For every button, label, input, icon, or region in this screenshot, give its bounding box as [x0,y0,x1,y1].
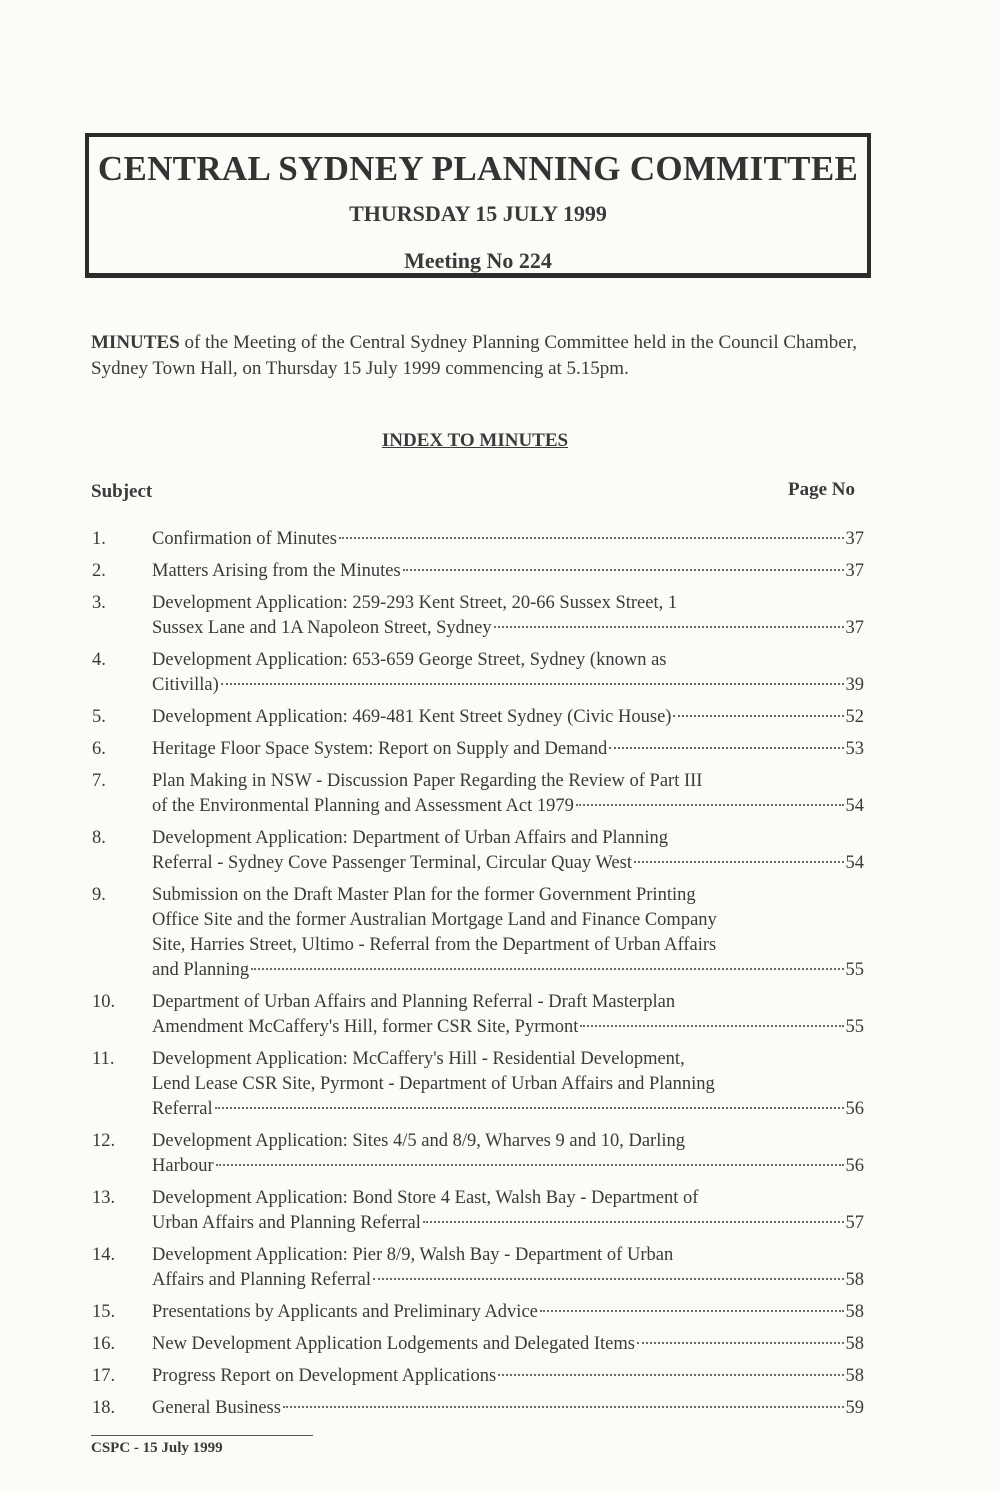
entry-number: 10. [92,992,116,1012]
entry-page-number: 58 [845,1302,864,1322]
dot-leader [637,1341,844,1344]
entry-line [152,559,864,584]
entry-text: Progress Report on Development Applications [152,1366,497,1386]
entry-subject [152,1047,864,1122]
entry-line [152,1300,864,1325]
entry-text: Heritage Floor Space System: Report on Supply and Demand [152,739,608,759]
entry-line [152,1396,864,1421]
entry-page-number: 37 [845,618,864,638]
footer-rule [91,1435,313,1436]
entry-number: 11. [92,1049,115,1069]
intro-text: of the Meeting of the Central Sydney Planning Committee held in the Council Chamber, Sydney Town Hall, on Thursday 15 July 1999 commencing at 5.15pm. [91,332,857,379]
entry-subject [152,737,864,762]
dot-leader [609,746,843,749]
entry-line: Plan Making in NSW - Discussion Paper Regarding the Review of Part III [152,771,703,791]
entry-line: Development Application: Pier 8/9, Walsh Bay - Department of Urban [152,1245,674,1265]
entry-subject [152,1243,864,1293]
entry-number: 6. [92,739,106,759]
entry-line: Office Site and the former Australian Mortgage Land and Finance Company [152,910,717,930]
entry-subject [152,1332,864,1357]
entry-line: Development Application: McCaffery's Hill - Residential Development, [152,1049,685,1069]
meeting-date: THURSDAY 15 JULY 1999 [349,201,607,226]
entry-line: Development Application: 653-659 George Street, Sydney (known as [152,650,667,670]
entry-subject [152,1396,864,1421]
entry-line [152,1015,864,1040]
entry-text: of the Environmental Planning and Assessment Act 1979 [152,796,574,816]
dot-leader [283,1405,844,1408]
entry-line: Department of Urban Affairs and Planning Referral - Draft Masterplan [152,992,676,1012]
dot-leader [540,1309,844,1312]
subject-column-header: Subject [91,481,153,502]
entry-line: Lend Lease CSR Site, Pyrmont - Department of Urban Affairs and Planning [152,1074,715,1094]
entry-number: 9. [92,885,106,905]
dot-leader [423,1220,844,1223]
entry-page-number: 56 [845,1156,864,1176]
entry-line [152,851,864,876]
entry-subject [152,769,864,819]
entry-text: Urban Affairs and Planning Referral [152,1213,421,1233]
entry-number: 16. [92,1334,116,1354]
entry-line: Development Application: Department of Urban Affairs and Planning [152,828,668,848]
entry-number: 3. [92,593,106,613]
entry-line: Site, Harries Street, Ultimo - Referral from the Department of Urban Affairs [152,935,717,955]
entry-subject [152,527,864,552]
entry-text: Confirmation of Minutes [152,529,337,549]
entry-text: Matters Arising from the Minutes [152,561,401,581]
entry-line: Development Application: 259-293 Kent Street, 20-66 Sussex Street, 1 [152,593,678,613]
entry-line: Development Application: Bond Store 4 East, Walsh Bay - Department of [152,1188,699,1208]
entry-line [152,1332,864,1357]
entry-number: 1. [92,529,106,549]
meeting-number: Meeting No 224 [404,248,552,273]
entry-number: 13. [92,1188,116,1208]
dot-leader [339,536,844,539]
entry-text: Referral [152,1099,213,1119]
entry-line: Development Application: Sites 4/5 and 8/9, Wharves 9 and 10, Darling [152,1131,685,1151]
entry-page-number: 54 [845,853,864,873]
entry-text: Presentations by Applicants and Preliminary Advice [152,1302,538,1322]
entry-page-number: 56 [845,1099,864,1119]
entry-text: New Development Application Lodgements and Delegated Items [152,1334,635,1354]
entry-text: Referral - Sydney Cove Passenger Terminal, Circular Quay West [152,853,632,873]
entry-subject [152,1129,864,1179]
entry-subject [152,883,864,983]
entry-number: 18. [92,1398,116,1418]
entry-page-number: 57 [845,1213,864,1233]
entry-page-number: 54 [845,796,864,816]
entry-text: General Business [152,1398,281,1418]
entry-line [152,673,864,698]
entry-number: 17. [92,1366,116,1386]
dot-leader [373,1277,843,1280]
dot-leader [215,1106,844,1109]
entry-text: Amendment McCaffery's Hill, former CSR Site, Pyrmont [152,1017,579,1037]
committee-title: CENTRAL SYDNEY PLANNING COMMITTEE [97,149,859,188]
entry-subject [152,1186,864,1236]
entry-subject [152,1364,864,1389]
entry-text: Sussex Lane and 1A Napoleon Street, Sydney [152,618,492,638]
entry-page-number: 52 [845,707,864,727]
entry-text: Affairs and Planning Referral [152,1270,372,1290]
entry-line [152,527,864,552]
entry-subject [152,648,864,698]
entry-page-number: 58 [845,1270,864,1290]
entry-line [152,958,864,983]
index-title: INDEX TO MINUTES [381,430,569,451]
entry-subject [152,559,864,584]
entry-text: and Planning [152,960,250,980]
entry-subject [152,591,864,641]
entry-page-number: 59 [845,1398,864,1418]
entry-line [152,794,864,819]
entry-number: 12. [92,1131,116,1151]
entry-text: Development Application: 469-481 Kent Street Sydney (Civic House) [152,707,672,727]
entry-line: Submission on the Draft Master Plan for the former Government Printing [152,885,696,905]
entry-subject [152,990,864,1040]
entry-line [152,1211,864,1236]
entry-subject [152,826,864,876]
dot-leader [251,967,843,970]
dot-leader [221,682,844,685]
dot-leader [494,625,844,628]
footer-text: CSPC - 15 July 1999 [91,1440,223,1456]
entry-subject [152,705,864,730]
entry-page-number: 55 [845,1017,864,1037]
entry-page-number: 53 [845,739,864,759]
entry-number: 5. [92,707,106,727]
dot-leader [576,803,844,806]
entry-number: 8. [92,828,106,848]
dot-leader [580,1024,843,1027]
entry-subject [152,1300,864,1325]
entry-number: 4. [92,650,106,670]
entry-page-number: 58 [845,1366,864,1386]
entry-line [152,1364,864,1389]
entry-number: 2. [92,561,106,581]
dot-leader [403,568,844,571]
entry-page-number: 39 [845,675,864,695]
entry-page-number: 58 [845,1334,864,1354]
entry-line [152,616,864,641]
entry-text: Harbour [152,1156,214,1176]
entry-line [152,1154,864,1179]
dot-leader [216,1163,844,1166]
dot-leader [634,860,844,863]
entry-number: 15. [92,1302,116,1322]
entry-number: 7. [92,771,106,791]
page-no-column-header: Page No [788,479,856,500]
dot-leader [498,1373,843,1376]
entry-page-number: 55 [845,960,864,980]
dot-leader [673,714,843,717]
entry-page-number: 37 [845,561,864,581]
entry-line [152,705,864,730]
entry-page-number: 37 [845,529,864,549]
entry-text: Citivilla) [152,675,219,695]
entry-line [152,1268,864,1293]
entry-line [152,737,864,762]
intro-lead: MINUTES [91,332,180,353]
entry-number: 14. [92,1245,116,1265]
entry-line [152,1097,864,1122]
